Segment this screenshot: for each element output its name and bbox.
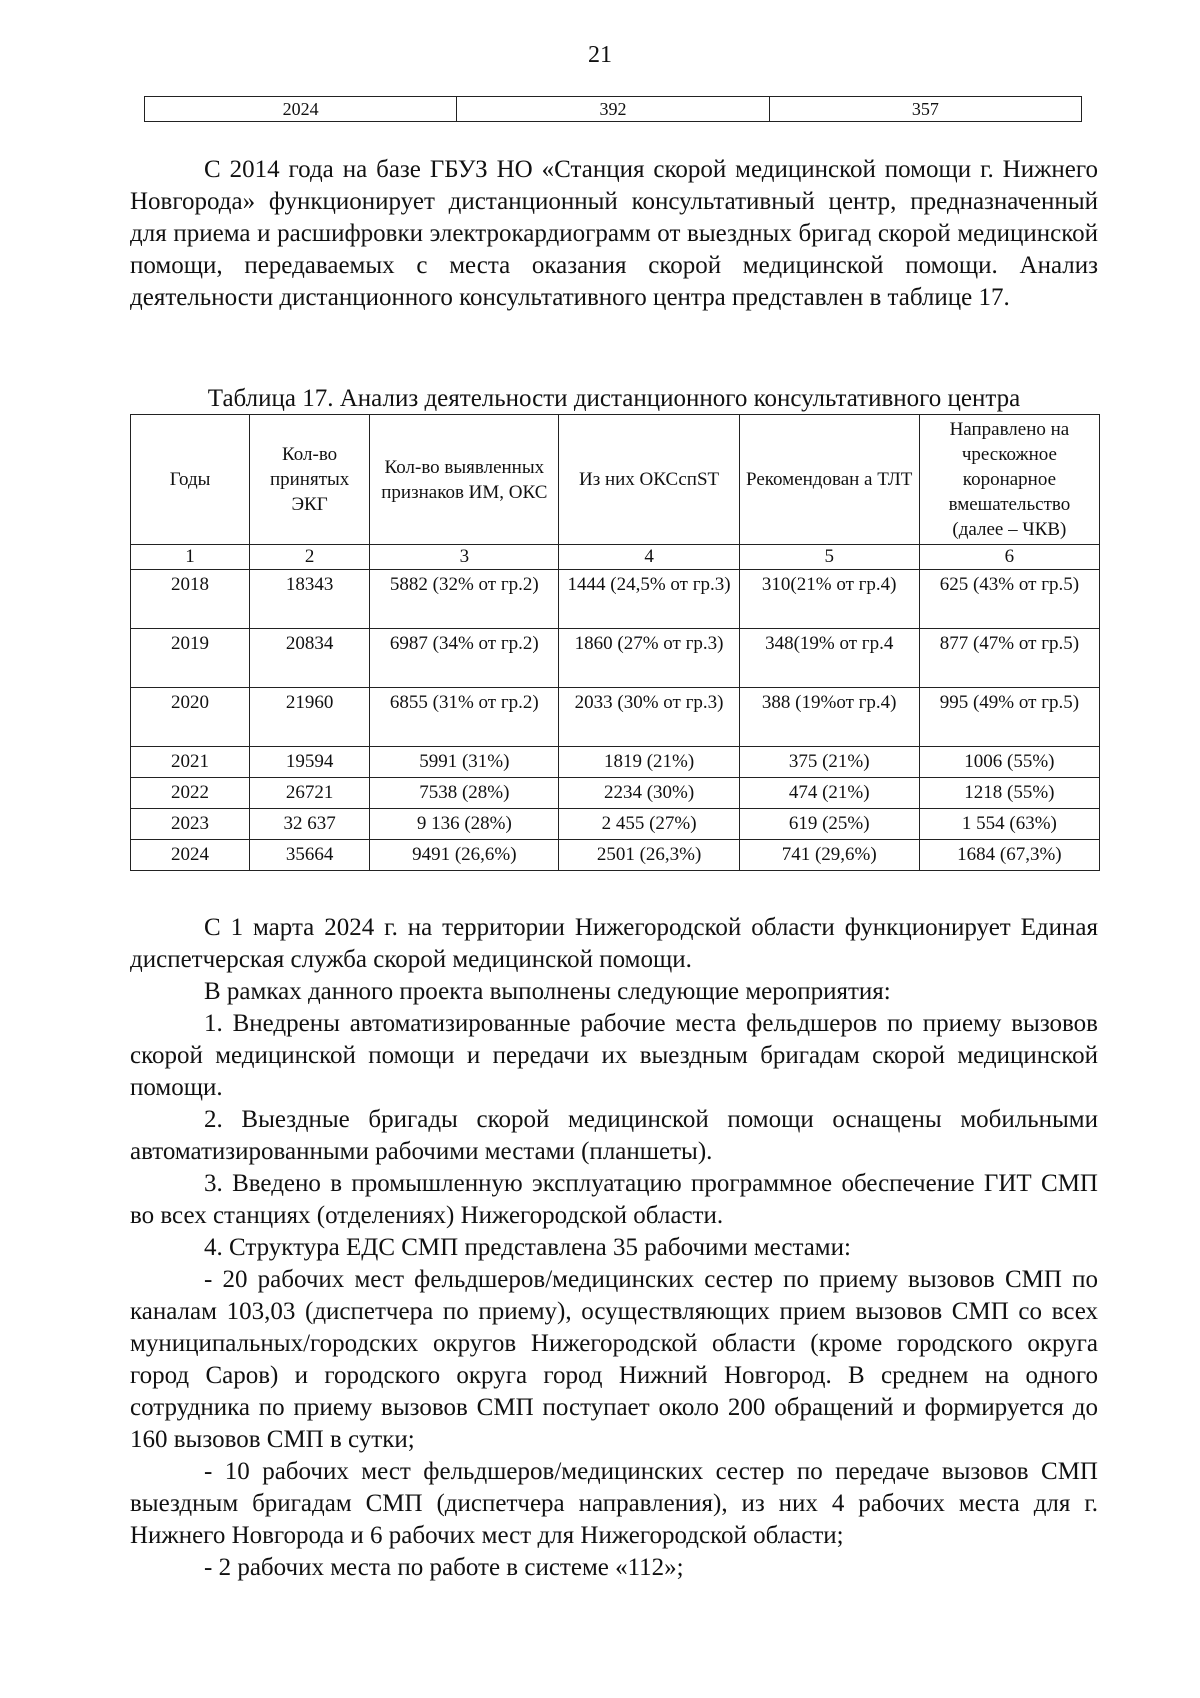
table-row [131,570,1100,629]
header-stemi: Из них ОКСспST [559,415,739,545]
column-number: 5 [739,545,919,570]
paragraph-text: 4. Структура ЕДС СМП представлена 35 рабочими местами: [204,1234,851,1261]
table-cell: 6855 (31% от гр.2) [370,688,559,747]
table-row [145,97,1082,122]
header-pci: Направлено на чрескожное коронарное вмешательство (далее – ЧКВ) [919,415,1099,545]
table-cell: 6987 (34% от гр.2) [370,629,559,688]
table-cell: 2023 [131,809,250,840]
paragraph-text: - 10 рабочих мест фельдшеров/медицинских сестер по передаче вызовов СМП выездным бригадам СМП (диспетчера направления), из них 4 рабочих места для г. Нижнего Новгорода и 6 рабочих мест для Нижегородской области; [130,1458,1098,1549]
table-cell: 310(21% от гр.4) [739,570,919,629]
table-row [131,809,1100,840]
table-header-row [131,415,1100,545]
table-cell: 392 [457,97,769,122]
table-cell: 21960 [250,688,370,747]
page-number: 21 [588,42,612,68]
column-number-row [131,545,1100,570]
paragraph-text: 3. Введено в промышленную эксплуатацию программное обеспечение ГИТ СМП во всех станциях (отделениях) Нижегородской области. [130,1170,1098,1229]
table-cell: 1 554 (63%) [919,809,1099,840]
table-cell: 357 [769,97,1081,122]
continued-table [144,96,1082,122]
table-cell: 2021 [131,747,250,778]
table-cell: 2022 [131,778,250,809]
paragraph-text: - 20 рабочих мест фельдшеров/медицинских сестер по приему вызовов СМП по каналам 103,03 (диспетчера по приему), осуществляющих прием вызовов СМП со всех муниципальных/городских округов Нижегородской области (кроме городского округа город Саров) и городского округа город Нижний Новгород. В среднем на одного сотрудника по приему вызовов СМП поступает около 200 обращений и формируется до 160 вызовов СМП в сутки; [130,1266,1098,1453]
table-cell: 9 136 (28%) [370,809,559,840]
header-years: Годы [131,415,250,545]
column-number: 1 [131,545,250,570]
table-cell: 7538 (28%) [370,778,559,809]
column-number: 6 [919,545,1099,570]
table-cell: 26721 [250,778,370,809]
table-cell: 32 637 [250,809,370,840]
table-row [131,840,1100,871]
table-cell: 2033 (30% от гр.3) [559,688,739,747]
table-caption: Таблица 17. Анализ деятельности дистанционного консультативного центра [207,385,1021,412]
table-cell: 1684 (67,3%) [919,840,1099,871]
paragraph-text: - 2 рабочих места по работе в системе «112»; [204,1554,684,1581]
table-cell: 5991 (31%) [370,747,559,778]
table-cell: 1218 (55%) [919,778,1099,809]
table-cell: 1819 (21%) [559,747,739,778]
header-ecg-count: Кол-во принятых ЭКГ [250,415,370,545]
table-cell: 625 (43% от гр.5) [919,570,1099,629]
table-cell: 5882 (32% от гр.2) [370,570,559,629]
table-cell: 388 (19%от гр.4) [739,688,919,747]
table-row [131,629,1100,688]
table-cell: 995 (49% от гр.5) [919,688,1099,747]
paragraph-text: 1. Внедрены автоматизированные рабочие места фельдшеров по приему вызовов скорой медицинской помощи и передачи их выездным бригадам скорой медицинской помощи. [130,1010,1098,1101]
intro-paragraph [130,154,1098,314]
table-cell: 2020 [131,688,250,747]
paragraph-text: С 2014 года на базе ГБУЗ НО «Станция скорой медицинской помощи г. Нижнего Новгорода» функционирует дистанционный консультативный центр, предназначенный для приема и расшифровки электрокардиограмм от выездных бригад скорой медицинской помощи, передаваемых с места оказания скорой медицинской помощи. Анализ деятельности дистанционного консультативного центра представлен в таблице 17. [130,156,1098,311]
table-cell: 2019 [131,629,250,688]
table-cell: 2 455 (27%) [559,809,739,840]
table-cell: 18343 [250,570,370,629]
column-number: 2 [250,545,370,570]
table-cell: 741 (29,6%) [739,840,919,871]
table-cell: 2024 [145,97,457,122]
section-text [130,912,1098,1584]
table-cell: 474 (21%) [739,778,919,809]
table-cell: 35664 [250,840,370,871]
header-mi-acs: Кол-во выявленных признаков ИМ, ОКС [370,415,559,545]
table-cell: 348(19% от гр.4 [739,629,919,688]
table-cell: 19594 [250,747,370,778]
table-cell: 2024 [131,840,250,871]
table-17 [130,414,1100,871]
table-row [131,688,1100,747]
table-cell: 2018 [131,570,250,629]
paragraph-text: С 1 марта 2024 г. на территории Нижегородской области функционирует Единая диспетчерская служба скорой медицинской помощи. [130,914,1098,973]
table-row [131,747,1100,778]
paragraph-text: 2. Выездные бригады скорой медицинской помощи оснащены мобильными автоматизированными рабочими местами (планшеты). [130,1106,1098,1165]
table-cell: 375 (21%) [739,747,919,778]
table-cell: 1006 (55%) [919,747,1099,778]
header-tlt: Рекомендован а ТЛТ [739,415,919,545]
table-cell: 20834 [250,629,370,688]
paragraph-text: В рамках данного проекта выполнены следующие мероприятия: [204,978,891,1005]
table-cell: 877 (47% от гр.5) [919,629,1099,688]
table-cell: 1860 (27% от гр.3) [559,629,739,688]
table-cell: 619 (25%) [739,809,919,840]
table-cell: 9491 (26,6%) [370,840,559,871]
column-number: 3 [370,545,559,570]
table-cell: 2234 (30%) [559,778,739,809]
column-number: 4 [559,545,739,570]
table-cell: 2501 (26,3%) [559,840,739,871]
table-row [131,778,1100,809]
table-cell: 1444 (24,5% от гр.3) [559,570,739,629]
